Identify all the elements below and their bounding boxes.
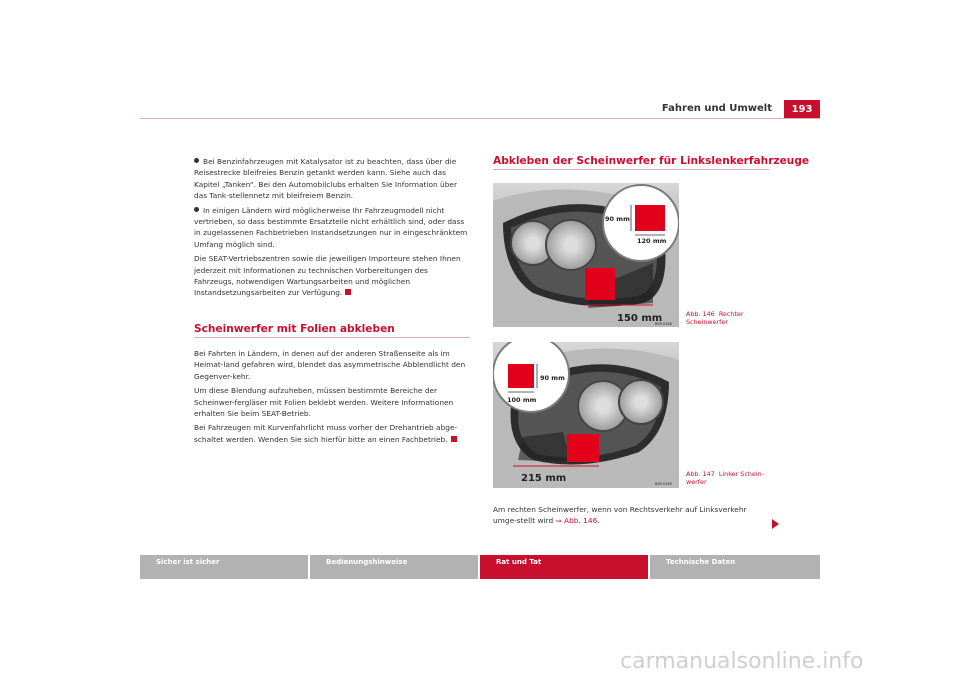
paragraph-end: .: [597, 516, 600, 526]
end-of-section-icon: [451, 436, 457, 442]
bullet-text-2: In einigen Ländern wird möglicherweise Ihr Fahrzeugmodell nicht vertrieben, so dass bestimmte Ersatzteile nicht erhältlich sind, oder dass in zugelassenen Fachbetrieben Instandsetzungen nur in eingeschränktem Umfang möglich sind.: [194, 205, 468, 249]
footer-tab-sicher[interactable]: Sicher ist sicher: [140, 555, 308, 579]
caption-number: Abb. 147: [686, 470, 715, 478]
section-rule-left: [194, 337, 470, 338]
dim-width-146: 120 mm: [637, 237, 667, 245]
dim-width-147: 100 mm: [507, 396, 537, 404]
figure-146-right-headlight: [493, 183, 679, 327]
film-template-146: [635, 205, 665, 231]
paragraph-text: Bei Fahrzeugen mit Kurvenfahrlicht muss vorher der Drehantrieb abge-schaltet werden. Wenden Sie sich hierfür bitte an einen Fachbetrieb.: [194, 423, 458, 444]
paragraph-text: Am rechten Scheinwerfer, wenn von Rechtsverkehr auf Linksverkehr umge-stellt wird: [493, 505, 747, 526]
caption-number: Abb. 146: [686, 310, 715, 318]
bullet-item: [194, 156, 470, 202]
paragraph: Um diese Blendung aufzuheben, müssen bestimmte Bereiche der Scheinwer-fergläser mit Folien beklebt werden. Weitere Informationen erhalten Sie beim SEAT-Betrieb.: [194, 386, 454, 419]
paragraph: [493, 504, 769, 527]
running-header-title: Fahren und Umwelt: [661, 103, 772, 114]
page-number-badge: 193: [784, 100, 820, 119]
masking-film-area: [567, 434, 599, 462]
masking-film-area: [585, 268, 615, 300]
figure-reference-link[interactable]: ⇒ Abb. 146: [555, 516, 598, 526]
section-title-right: Abkleben der Scheinwerfer für Linkslenkerfahrzeuge: [493, 155, 810, 167]
bullet-icon: [194, 158, 199, 163]
paragraph-text: Die SEAT-Vertriebszentren sowie die jeweiligen Importeure stehen Ihnen jederzeit mit Informationen zu technischen Vorbereitungen des Fahrzeugs, notwendigen Wartungsarbeiten und möglichen Instandsetzungsarbeiten zur Verfügung.: [194, 254, 461, 298]
bullet-icon: [194, 207, 199, 212]
continue-arrow-icon: [772, 519, 779, 529]
figure-147-caption: [686, 470, 766, 486]
footer-tab-bedienung[interactable]: Bedienungshinweise: [310, 555, 478, 579]
dim-height-147: 90 mm: [540, 374, 565, 382]
caption-text: werfer: [686, 478, 707, 486]
paragraph: Bei Fahrten in Ländern, in denen auf der anderen Straßenseite als im Heimat-land gefahren wird, blendet das asymmetrische Abblendlicht den Gegenver-kehr.: [194, 349, 466, 381]
dim-base-146: 150 mm: [617, 313, 663, 324]
header-rule: [140, 118, 820, 119]
paragraph: [194, 422, 470, 445]
right-body: [493, 504, 769, 530]
figure-code-146: B5P-0168: [655, 322, 672, 326]
figure-code-147: B5P-0169: [655, 482, 672, 486]
watermark: carmanualsonline.info: [620, 649, 864, 674]
end-of-section-icon: [345, 289, 351, 295]
caption-text: Linker Schein-: [718, 470, 764, 478]
bullet-text-1: Bei Benzinfahrzeugen mit Katalysator ist zu beachten, dass über die Reisestrecke bleifreies Benzin getankt werden kann. Siehe auch das Kapitel „Tanken“. Bei den Automobilclubs erhalten Sie Information über das Tank-stellennetz mit bleifreiem Benzin.: [194, 157, 457, 201]
bullet-item: [194, 205, 470, 251]
film-template-147: [508, 364, 534, 388]
footer-tab-technische-daten[interactable]: Technische Daten: [650, 555, 820, 579]
section-title-left: Scheinwerfer mit Folien abkleben: [194, 323, 395, 335]
section-rule-right: [493, 169, 769, 170]
caption-text: Rechter Scheinwerfer: [686, 310, 744, 326]
paragraph: [194, 253, 470, 299]
left-column: [194, 156, 470, 302]
figure-146-caption: [686, 310, 766, 326]
left-section-body: [194, 348, 470, 448]
footer-tab-rat-und-tat[interactable]: Rat und Tat: [480, 555, 648, 579]
dim-height-146: 90 mm: [605, 215, 630, 223]
dim-base-147: 215 mm: [521, 473, 567, 484]
figure-147-left-headlight: [493, 342, 679, 488]
